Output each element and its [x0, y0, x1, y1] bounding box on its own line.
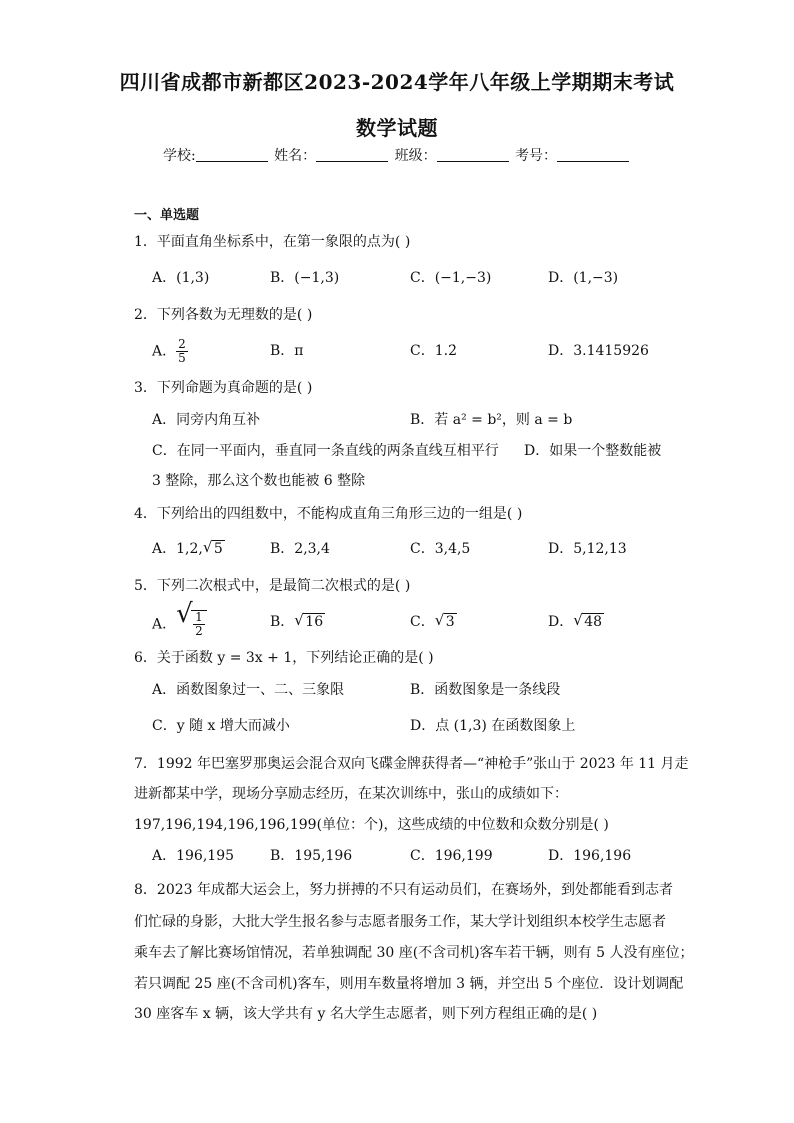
question-2-stem: 2．下列各数为无理数的是( ) — [134, 307, 313, 323]
name-blank[interactable] — [316, 147, 388, 162]
q2-option-b[interactable]: B．π — [270, 343, 304, 359]
q1-option-d[interactable]: D．(1,−3) — [548, 270, 619, 286]
exam-title: 四川省成都市新都区2023-2024学年八年级上学期期末考试 — [119, 70, 675, 94]
q5-option-b[interactable] — [270, 612, 325, 632]
question-8-stem-line-5: 30 座客车 x 辆，该大学共有 y 名大学生志愿者，则下列方程组正确的是( ) — [134, 1006, 598, 1022]
q3-option-d[interactable]: D．如果一个整数能被 — [524, 443, 662, 459]
question-8-stem-line-4: 若只调配 25 座(不含司机)客车，则用车数量将增加 3 辆，并空出 5 个座位．设计划调配 — [134, 976, 684, 992]
radical-sign-icon: √ — [434, 611, 445, 629]
radical-sign-icon: √ — [573, 611, 583, 629]
square-root — [203, 539, 225, 559]
exam-subtitle: 数学试题 — [356, 116, 438, 140]
question-8-stem-line-3: 乘车去了解比赛场馆情况，若单独调配 30 座(不含司机)客车若干辆，则有 5 人没有座位； — [134, 945, 694, 961]
number-label: 考号： — [515, 148, 558, 164]
q2-option-c[interactable]: C．1.2̇ — [410, 343, 457, 359]
q2-option-a[interactable] — [152, 338, 188, 365]
class-blank[interactable] — [437, 147, 509, 162]
radical-sign-icon: √ — [202, 538, 213, 556]
q4-option-a-label: A．1,2, — [152, 541, 203, 557]
question-8-stem-line-2: 们忙碌的身影，大批大学生报名参与志愿者服务工作，某大学计划组织本校学生志愿者 — [134, 914, 666, 930]
q3-option-d-continued: 3 整除，那么这个数也能被 6 整除 — [152, 473, 366, 489]
number-blank[interactable] — [557, 147, 629, 162]
class-label: 班级： — [394, 148, 437, 164]
q5-option-c[interactable] — [410, 612, 457, 632]
q7-option-d[interactable]: D．196,196 — [548, 848, 632, 864]
q6-option-d[interactable]: D．点 (1,3) 在函数图象上 — [410, 718, 576, 734]
q1-option-b[interactable]: B．(−1,3) — [270, 270, 340, 286]
q5-option-d-label: D． — [548, 614, 574, 630]
square-root — [435, 612, 457, 632]
q7-option-c[interactable]: C．196,199 — [410, 848, 493, 864]
q5-option-c-label: C． — [410, 614, 435, 630]
radical-sign-icon: √ — [176, 599, 193, 629]
section-heading: 一、单选题 — [134, 208, 200, 223]
q5-option-a[interactable] — [152, 599, 207, 638]
q4-option-b[interactable]: B．2,3,4 — [270, 541, 330, 557]
square-root — [294, 612, 325, 632]
question-4-stem: 4．下列给出的四组数中，不能构成直角三角形三边的一组是( ) — [134, 506, 523, 522]
radical-sign-icon: √ — [294, 611, 304, 629]
name-label: 姓名： — [274, 148, 317, 164]
square-root — [573, 612, 604, 632]
question-7-stem-line-2: 进新都某中学，现场分享励志经历，在某次训练中，张山的成绩如下： — [134, 786, 568, 802]
q5-option-d[interactable] — [548, 612, 604, 632]
question-1-stem: 1．平面直角坐标系中，在第一象限的点为( ) — [134, 234, 411, 250]
q4-option-d[interactable]: D．5,12,13 — [548, 541, 627, 557]
radicand: 48 — [584, 614, 603, 630]
fraction-denominator: 5 — [178, 351, 186, 365]
square-root — [176, 599, 207, 638]
question-6-stem: 6．关于函数 y = 3x + 1，下列结论正确的是( ) — [134, 650, 434, 666]
fraction-numerator: 1 — [195, 610, 203, 624]
question-5-stem: 5．下列二次根式中，是最简二次根式的是( ) — [134, 578, 411, 594]
q6-option-b[interactable]: B．函数图象是一条线段 — [410, 682, 561, 698]
school-label: 学校: — [162, 148, 196, 164]
fraction-numerator: 2 — [178, 337, 186, 351]
radicand: 5 — [213, 541, 223, 557]
q5-option-a-label: A． — [152, 616, 177, 633]
fraction — [193, 611, 205, 638]
q3-option-a[interactable]: A．同旁内角互补 — [152, 412, 261, 428]
q2-option-d[interactable]: D．3.1415926 — [548, 343, 649, 359]
fraction-denominator: 2 — [195, 624, 203, 638]
q7-option-b[interactable]: B．195,196 — [270, 848, 353, 864]
school-blank[interactable] — [196, 147, 268, 162]
q2-option-a-label: A． — [152, 343, 177, 360]
q5-option-b-label: B． — [270, 614, 295, 630]
question-7-stem-line-3: 197,196,194,196,196,199(单位：个)，这些成绩的中位数和众数分别是( ) — [134, 817, 609, 833]
question-3-stem: 3．下列命题为真命题的是( ) — [134, 380, 313, 396]
q1-option-a[interactable]: A．(1,3) — [152, 270, 210, 286]
question-7-stem-line-1: 7．1992 年巴塞罗那奥运会混合双向飞碟金牌获得者—“神枪手”张山于 2023 年 11 月走 — [134, 756, 689, 772]
student-info-line — [0, 145, 794, 165]
q6-option-a[interactable]: A．函数图象过一、二、三象限 — [152, 682, 345, 698]
fraction — [176, 338, 188, 365]
q3-option-c[interactable]: C．在同一平面内，垂直同一条直线的两条直线互相平行 — [152, 443, 499, 459]
q7-option-a[interactable]: A．196,195 — [152, 848, 235, 864]
q4-option-a[interactable] — [152, 539, 225, 559]
q1-option-c[interactable]: C．(−1,−3) — [410, 270, 492, 286]
q3-option-b[interactable]: B．若 a² = b²，则 a = b — [410, 412, 573, 428]
q6-option-c[interactable]: C．y 随 x 增大而减小 — [152, 718, 290, 734]
question-8-stem-line-1: 8．2023 年成都大运会上，努力拼搏的不只有运动员们，在赛场外，到处都能看到志者 — [134, 882, 673, 898]
q4-option-c[interactable]: C．3,4,5 — [410, 541, 471, 557]
radicand: 3 — [445, 614, 455, 630]
radicand: 16 — [305, 614, 324, 630]
